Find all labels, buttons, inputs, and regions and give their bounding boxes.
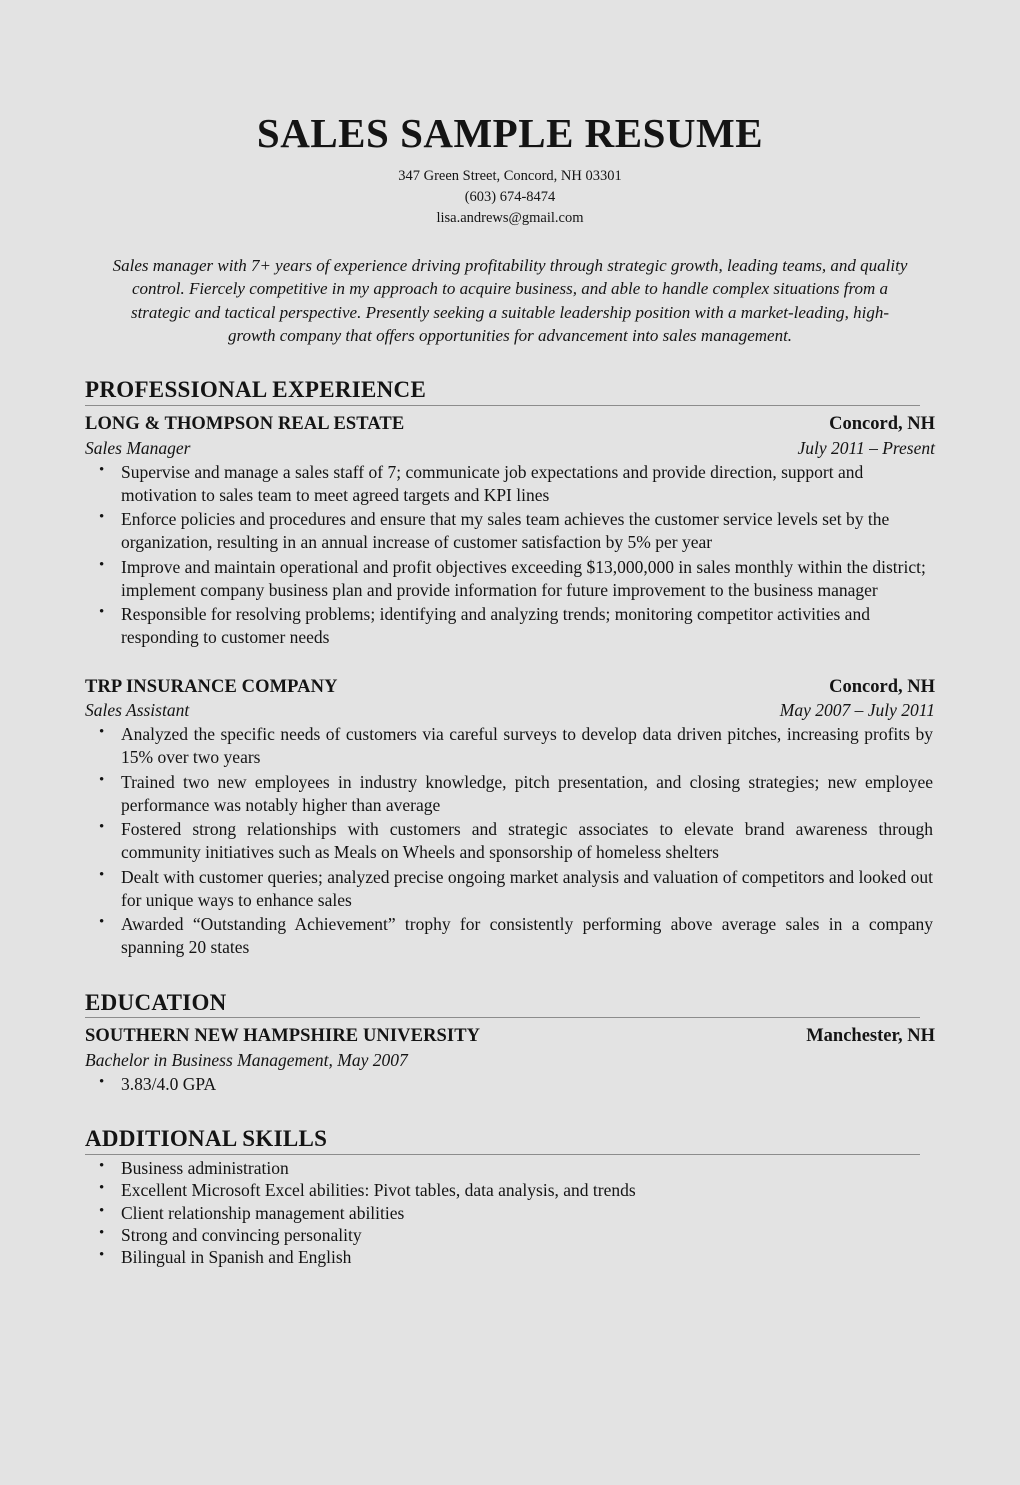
list-item: • Supervise and manage a sales staff of 7; communicate job expectations and provide direction, support and motivation to sales team to meet agreed targets and KPI lines bbox=[85, 461, 935, 508]
employer-location: Concord, NH bbox=[829, 414, 935, 435]
list-item: • Dealt with customer queries; analyzed precise ongoing market analysis and valuation of competitors and looked out for unique ways to enhance sales bbox=[85, 866, 935, 913]
school-location: Manchester, NH bbox=[806, 1026, 935, 1047]
list-item: • Client relationship management abilities bbox=[85, 1202, 935, 1224]
list-item: • Business administration bbox=[85, 1157, 935, 1179]
list-item: • Awarded “Outstanding Achievement” trophy for consistently performing above average sales in a company spanning 20 states bbox=[85, 913, 935, 960]
responsibility-list bbox=[85, 461, 935, 650]
list-item: • Bilingual in Spanish and English bbox=[85, 1246, 935, 1268]
entry-header-row bbox=[85, 676, 935, 699]
job-dates: May 2007 – July 2011 bbox=[779, 700, 935, 720]
employer-location: Concord, NH bbox=[829, 676, 935, 697]
contact-block bbox=[85, 166, 935, 229]
entry-header-row bbox=[85, 1025, 935, 1048]
list-item: • 3.83/4.0 GPA bbox=[85, 1073, 935, 1096]
experience-entry bbox=[85, 413, 935, 649]
list-item: • Excellent Microsoft Excel abilities: Pivot tables, data analysis, and trends bbox=[85, 1179, 935, 1201]
list-item: • Enforce policies and procedures and ensure that my sales team achieves the customer service levels set by the organization, resulting in an annual increase of customer satisfaction by 5% per year bbox=[85, 508, 935, 555]
list-item: • Strong and convincing personality bbox=[85, 1224, 935, 1246]
section-heading: ADDITIONAL SKILLS bbox=[85, 1126, 920, 1155]
section-heading: EDUCATION bbox=[85, 990, 920, 1019]
job-title: Sales Assistant bbox=[85, 700, 190, 720]
contact-address: 347 Green Street, Concord, NH 03301 bbox=[398, 168, 622, 185]
job-title: Sales Manager bbox=[85, 437, 191, 458]
education-entry bbox=[85, 1025, 935, 1096]
entry-subheader-row bbox=[85, 437, 935, 459]
employer-name: TRP INSURANCE COMPANY bbox=[85, 676, 338, 697]
entry-subheader-row bbox=[85, 1049, 935, 1071]
page-title: SALES SAMPLE RESUME bbox=[256, 110, 764, 156]
job-dates: July 2011 – Present bbox=[797, 437, 935, 458]
section-education bbox=[85, 990, 935, 1096]
degree: Bachelor in Business Management, May 2007 bbox=[85, 1049, 408, 1070]
school-name: SOUTHERN NEW HAMPSHIRE UNIVERSITY bbox=[85, 1026, 481, 1047]
list-item: • Trained two new employees in industry knowledge, pitch presentation, and closing strategies; new employee performance was notably higher than average bbox=[85, 771, 935, 818]
employer-name: LONG & THOMPSON REAL ESTATE bbox=[85, 414, 405, 435]
experience-entry bbox=[85, 676, 935, 960]
entry-subheader-row bbox=[85, 699, 935, 721]
section-heading: PROFESSIONAL EXPERIENCE bbox=[85, 377, 920, 406]
skills-list bbox=[85, 1157, 935, 1269]
education-detail-list bbox=[85, 1073, 935, 1096]
responsibility-list bbox=[85, 723, 935, 960]
entry-header-row bbox=[85, 413, 935, 436]
contact-phone: (603) 674-8474 bbox=[464, 188, 556, 205]
list-item: • Fostered strong relationships with customers and strategic associates to elevate brand awareness through community initiatives such as Meals on Wheels and sponsorship of homeless shelters bbox=[85, 818, 935, 865]
list-item: • Responsible for resolving problems; identifying and analyzing trends; monitoring competitor activities and responding to customer needs bbox=[85, 603, 935, 650]
list-item: • Improve and maintain operational and profit objectives exceeding $13,000,000 in sales monthly within the district; implement company business plan and provide information for future improvement to the business manager bbox=[85, 556, 935, 603]
contact-email: lisa.andrews@gmail.com bbox=[436, 209, 584, 226]
section-additional-skills bbox=[85, 1126, 935, 1269]
professional-summary: Sales manager with 7+ years of experience driving profitability through strategic growth, leading teams, and quality control. Fiercely competitive in my approach to acquire business, and able to handle complex situations from a strategic and tactical perspective. Presently seeking a suitable leadership position with a market-leading, high-growth company that offers opportunities for advancement into sales management. bbox=[112, 255, 908, 346]
section-professional-experience bbox=[85, 377, 935, 959]
list-item: • Analyzed the specific needs of customers via careful surveys to develop data driven pitches, increasing profits by 15% over two years bbox=[85, 723, 935, 770]
